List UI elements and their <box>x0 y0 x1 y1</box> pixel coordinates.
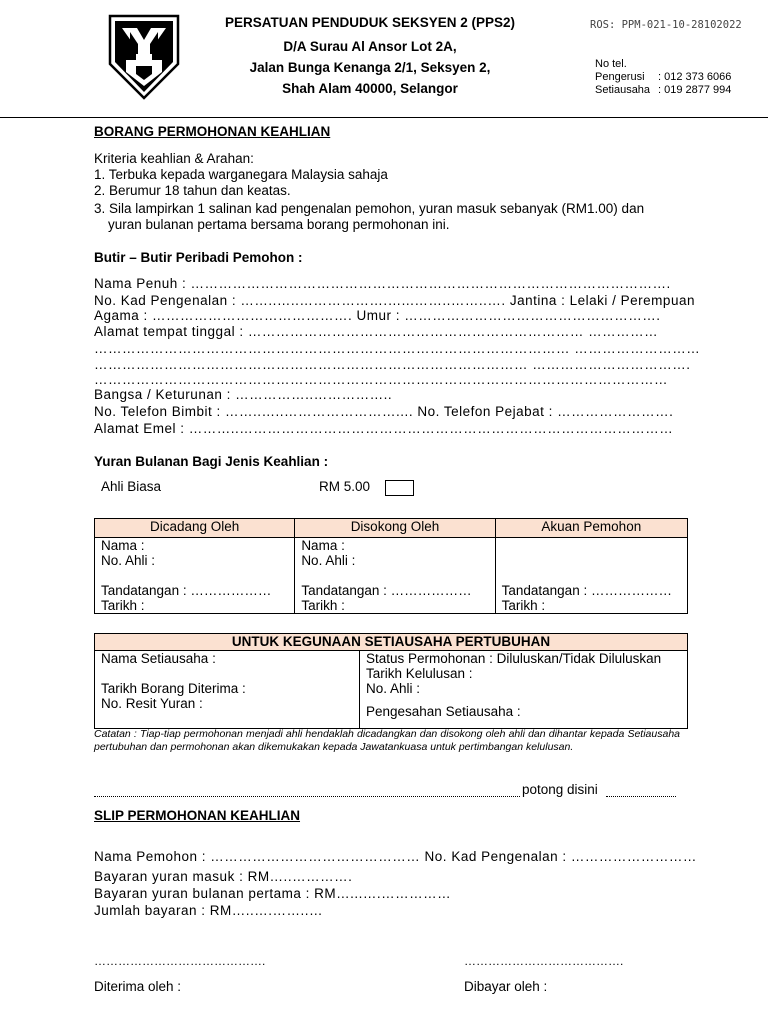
seconder-date: Tarikh : <box>301 598 345 613</box>
chairman-label: Pengerusi <box>595 71 645 83</box>
secretary-left-cell[interactable] <box>95 651 360 729</box>
criteria-item-3: 3. Sila lampirkan 1 salinan kad pengenalan pemohon, yuran masuk sebanyak (RM1.00) dan <box>94 201 645 216</box>
criteria-item-3-cont: yuran bulanan pertama bersama borang permohonan ini. <box>108 217 450 232</box>
cut-line-right <box>606 796 676 797</box>
payer-signature-line[interactable]: …………………………………. <box>464 954 624 968</box>
entry-fee-field[interactable]: Bayaran yuran masuk : RM…..…………. <box>94 869 353 884</box>
fee-heading: Yuran Bulanan Bagi Jenis Keahlian : <box>94 454 329 469</box>
seconder-header: Disokong Oleh <box>295 519 495 538</box>
receiver-signature-line[interactable]: ……………………………………. <box>94 954 266 968</box>
slip-title: SLIP PERMOHONAN KEAHLIAN <box>94 808 301 823</box>
seconder-member-no: No. Ahli : <box>301 553 356 568</box>
applicant-date: Tarikh : <box>501 598 546 613</box>
secretary-label: Setiausaha <box>595 84 651 96</box>
proposer-header: Dicadang Oleh <box>95 519 295 538</box>
address-line-field-4[interactable]: …………………………………………………………………………………………………………… <box>94 372 668 387</box>
criteria-item-2: 2. Berumur 18 tahun dan keatas. <box>94 183 291 198</box>
note-text: Catatan : Tiap-tiap permohonan menjadi ahli hendaklah dicadangkan dan disokong oleh ahli dan dihantar kepada Setiausaha pertubuhan dan permohonan akan dikemukakan kepada Jawatankuasa untuk pertimbangan kelulusan. <box>94 728 680 753</box>
chairman-phone: : 012 373 6066 <box>658 71 732 83</box>
address-line-field-3[interactable]: ………………………………………………………………………………… ……………………………. <box>94 357 691 372</box>
cut-line-left <box>94 796 520 797</box>
secretary-phone: : 019 2877 994 <box>658 84 732 96</box>
secretary-right-cell[interactable] <box>360 651 688 729</box>
paid-by-label: Dibayar oleh : <box>464 979 548 994</box>
proposer-name: Nama : <box>101 538 145 553</box>
seconder-signature: Tandatangan : ……………… <box>301 583 472 598</box>
race-field[interactable]: Bangsa / Keturunan : ……………..…………….. <box>94 387 393 402</box>
email-field[interactable]: Alamat Emel : ………..………………………………………………………………………………… <box>94 421 674 436</box>
proposer-member-no: No. Ahli : <box>101 553 156 568</box>
fee-type: Ahli Biasa <box>101 479 162 494</box>
ic-gender-field[interactable]: No. Kad Pengenalan : ……..…..……………….…...……..……..…. Jantina : Lelaki / Perempuan <box>94 293 695 308</box>
personal-details-heading: Butir – Butir Peribadi Pemohon : <box>94 250 303 265</box>
ros-number: ROS: PPM-021-10-28102022 <box>590 19 742 31</box>
address-line-2: Jalan Bunga Kenanga 2/1, Seksyen 2, <box>249 60 491 75</box>
proposer-cell[interactable] <box>95 538 295 614</box>
seconder-cell[interactable] <box>295 538 495 614</box>
address-line-1: D/A Surau Al Ansor Lot 2A, <box>283 39 457 54</box>
fee-checkbox[interactable] <box>385 480 414 496</box>
proposer-date: Tarikh : <box>101 598 145 613</box>
seconder-name: Nama : <box>301 538 345 553</box>
approved-member-no: No. Ahli : <box>366 681 421 696</box>
applicant-signature: Tandatangan : ……………… <box>501 583 672 598</box>
contact-title: No tel. <box>595 58 627 70</box>
date-received: Tarikh Borang Diterima : <box>101 681 246 696</box>
address-line-3: Shah Alam 40000, Selangor <box>282 81 458 96</box>
applicant-cell[interactable] <box>495 538 687 614</box>
religion-age-field[interactable]: Agama : ……………………………………. Umur : ………………………………………………. <box>94 308 661 323</box>
address-line-field-2[interactable]: ………………………………………………………………………………………… ……………………… <box>94 341 701 356</box>
received-by-label: Diterima oleh : <box>94 979 182 994</box>
criteria-item-1: 1. Terbuka kepada warganegara Malaysia sahaja <box>94 167 388 182</box>
cut-label: potong disini <box>522 782 598 797</box>
fee-amount: RM 5.00 <box>319 479 371 494</box>
slip-applicant-field[interactable]: Nama Pemohon : ……………………………………… No. Kad Pengenalan : ……………………… <box>94 849 697 864</box>
association-logo <box>108 14 180 100</box>
secretary-endorsement: Pengesahan Setiausaha : <box>366 704 521 719</box>
applicant-header: Akuan Pemohon <box>495 519 687 538</box>
header-divider <box>0 117 768 118</box>
secretary-table <box>94 633 688 729</box>
form-title: BORANG PERMOHONAN KEAHLIAN <box>94 124 331 139</box>
secretary-name: Nama Setiausaha : <box>101 651 216 666</box>
monthly-fee-field[interactable]: Bayaran yuran bulanan pertama : RM…...….…………… <box>94 886 452 901</box>
proposer-signature: Tandatangan : ……………… <box>101 583 272 598</box>
phone-field[interactable]: No. Telefon Bimbit : ……..…..…………………….... No. Telefon Pejabat : ……………………. <box>94 404 674 419</box>
full-name-field[interactable]: Nama Penuh : …………………………………………………………………………………………. <box>94 276 671 291</box>
approval-date: Tarikh Kelulusan : <box>366 666 473 681</box>
total-fee-field[interactable]: Jumlah bayaran : RM…..….……..… <box>94 903 324 918</box>
address-field[interactable]: Alamat tempat tinggal : ……………………………………………………………… …………… <box>94 324 659 339</box>
criteria-heading: Kriteria keahlian & Arahan: <box>94 151 254 166</box>
endorsement-table <box>94 518 688 614</box>
receipt-no: No. Resit Yuran : <box>101 696 203 711</box>
org-name: PERSATUAN PENDUDUK SEKSYEN 2 (PPS2) <box>224 15 516 30</box>
application-status: Status Permohonan : Diluluskan/Tidak Diluluskan <box>366 651 662 666</box>
secretary-table-title: UNTUK KEGUNAAN SETIAUSAHA PERTUBUHAN <box>95 634 688 651</box>
